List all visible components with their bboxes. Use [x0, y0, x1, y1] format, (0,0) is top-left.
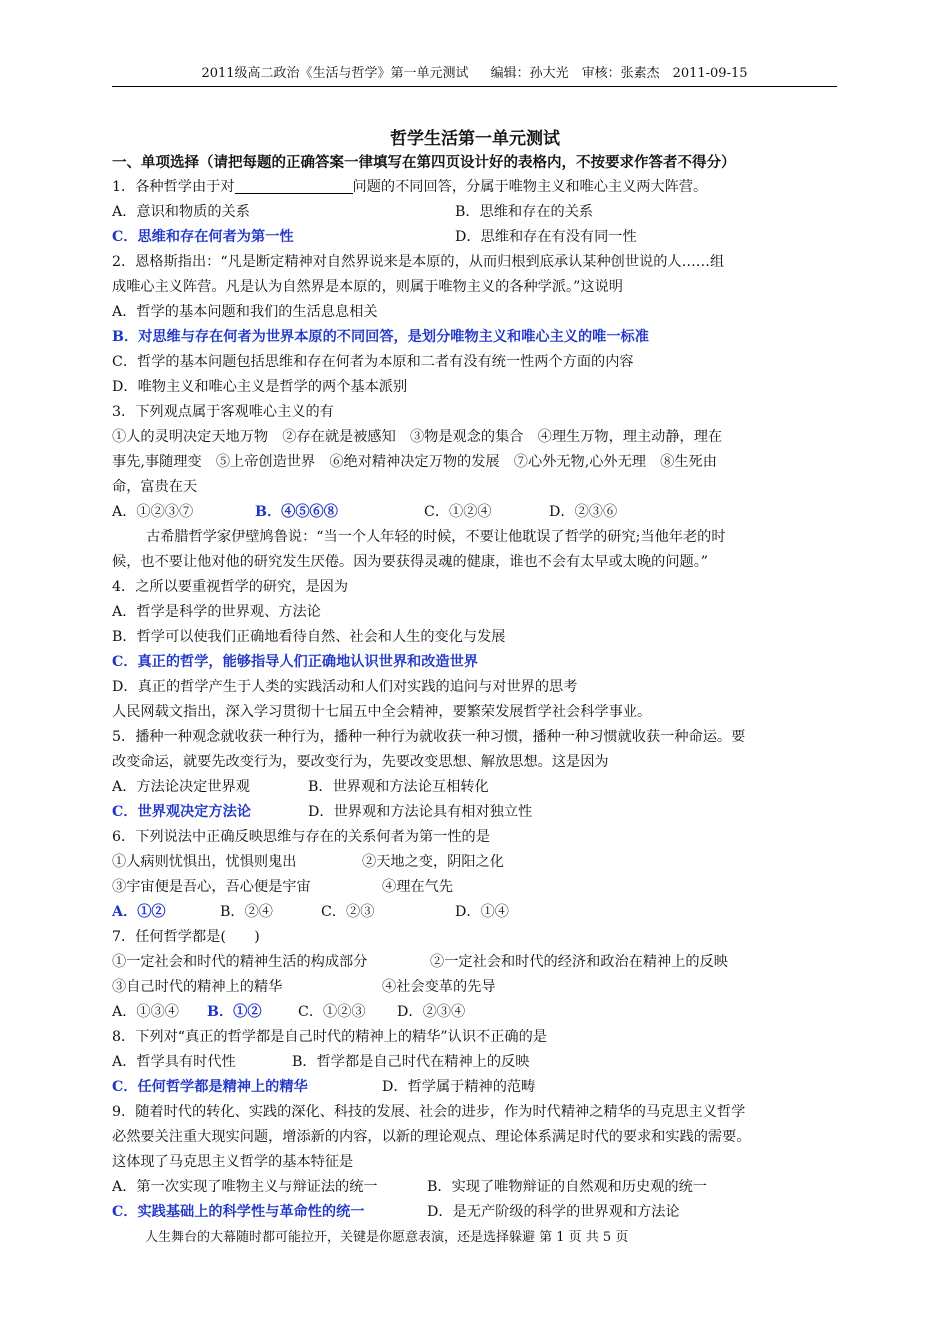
- q2-option-a: A．哲学的基本问题和我们的生活息息相关: [112, 304, 378, 320]
- q5-stem-line1: 5．播种一种观念就收获一种行为，播种一种行为就收获一种习惯，播种一种习惯就收获一种命运。要: [112, 729, 746, 745]
- q7-stem: 7．任何哲学都是( ): [112, 929, 260, 945]
- q6-options: [112, 900, 852, 925]
- q8-option-c-answer: C．任何哲学都是精神上的精华: [112, 1079, 308, 1095]
- q6-items-row1: [112, 850, 852, 875]
- q7-item-4: ④社会变革的先导: [382, 979, 496, 995]
- q5-option-a: A．方法论决定世界观: [112, 779, 250, 795]
- q9-stem-line1: 9．随着时代的转化、实践的深化、科技的发展、社会的进步，作为时代精神之精华的马克思主义哲学: [112, 1104, 746, 1120]
- q4-option-c-answer: C．真正的哲学，能够指导人们正确地认识世界和改造世界: [112, 654, 478, 670]
- q1-option-a: A．意识和物质的关系: [112, 204, 250, 220]
- q5-option-b: B．世界观和方法论互相转化: [308, 779, 489, 795]
- q5-option-d: D．世界观和方法论具有相对独立性: [308, 804, 533, 820]
- q2-option-d: D．唯物主义和唯心主义是哲学的两个基本派别: [112, 379, 408, 395]
- q3-option-a: A．①②③⑦: [112, 504, 194, 520]
- q3-option-c: C．①②④: [424, 504, 492, 520]
- q9-row1: [112, 1175, 852, 1200]
- section-heading: 一、单项选择（请把每题的正确答案一律填写在第四页设计好的表格内，不按要求作答者不得分）: [112, 154, 736, 171]
- q7-option-b-answer: B．①②: [207, 1004, 262, 1020]
- header-left: 2011级高二政治《生活与哲学》第一单元测试: [201, 66, 469, 81]
- q6-item-3: ③宇宙便是吾心，吾心便是宇宙: [112, 879, 311, 895]
- q6-item-4: ④理在气先: [382, 879, 453, 895]
- q3-items-line3: 命，富贵在天: [112, 479, 198, 495]
- page-title: 哲学生活第一单元测试: [390, 129, 560, 149]
- q2-option-b-answer: B．对思维与存在何者为世界本原的不同回答，是划分唯物主义和唯心主义的唯一标准: [112, 329, 649, 345]
- q2-option-c: C．哲学的基本问题包括思维和存在何者为本原和二者有没有统一性两个方面的内容: [112, 354, 634, 370]
- q7-item-1: ①一定社会和时代的精神生活的构成部分: [112, 954, 368, 970]
- q1-stem: 1．各种哲学由于对 问题的不同回答，分属于唯物主义和唯心主义两大阵营。: [112, 179, 708, 195]
- q7-item-3: ③自己时代的精神上的精华: [112, 979, 283, 995]
- passage-line2: 候，也不要让他对他的研究发生厌倦。因为要获得灵魂的健康，谁也不会有太早或太晚的问题。”: [112, 554, 709, 570]
- q8-option-d: D．哲学属于精神的范畴: [382, 1079, 536, 1095]
- q3-items-line2: 事先,事随理变 ⑤上帝创造世界 ⑥绝对精神决定万物的发展 ⑦心外无物,心外无理 ⑧生死由: [112, 454, 717, 470]
- q3-option-b-answer: B．④⑤⑥⑧: [255, 504, 338, 520]
- q9-option-b: B．实现了唯物辩证的自然观和历史观的统一: [427, 1179, 707, 1195]
- q3-stem: 3．下列观点属于客观唯心主义的有: [112, 404, 334, 420]
- q8-row2: [112, 1075, 852, 1100]
- q1-row1: [112, 200, 852, 225]
- q4-option-b: B．哲学可以使我们正确地看待自然、社会和人生的变化与发展: [112, 629, 506, 645]
- q3-options: [112, 500, 852, 525]
- q6-option-d: D．①④: [455, 904, 509, 920]
- q9-option-d: D．是无产阶级的科学的世界观和方法论: [427, 1204, 680, 1220]
- passage-line1: 古希腊哲学家伊壁鸠鲁说：“当一个人年轻的时候，不要让他耽误了哲学的研究;当他年老的时: [146, 529, 726, 545]
- q6-option-b: B．②④: [220, 904, 273, 920]
- q1-option-b: B．思维和存在的关系: [455, 204, 594, 220]
- q1-row2: [112, 225, 852, 250]
- q7-option-d: D．②③④: [397, 1004, 466, 1020]
- q5-row2: [112, 800, 852, 825]
- q5-stem-line2: 改变命运，就要先改变行为，要改变行为，先要改变思想、解放思想。这是因为: [112, 754, 609, 770]
- q8-row1: [112, 1050, 852, 1075]
- q2-stem-line2: 成唯心主义阵营。凡是认为自然界是本原的，则属于唯物主义的各种学派。”这说明: [112, 279, 623, 295]
- q3-option-d: D．②③⑥: [549, 504, 618, 520]
- q7-options: [112, 1000, 852, 1025]
- q4-stem: 4．之所以要重视哲学的研究，是因为: [112, 579, 349, 595]
- q6-stem: 6．下列说法中正确反映思维与存在的关系何者为第一性的是: [112, 829, 490, 845]
- q1-option-d: D．思维和存在有没有同一性: [455, 229, 637, 245]
- page-header: [112, 64, 837, 87]
- q6-option-c: C．②③: [321, 904, 375, 920]
- q4-option-a: A．哲学是科学的世界观、方法论: [112, 604, 321, 620]
- q8-option-b: B．哲学都是自己时代在精神上的反映: [292, 1054, 530, 1070]
- q5-option-c-answer: C．世界观决定方法论: [112, 804, 251, 820]
- q7-option-a: A．①③④: [112, 1004, 179, 1020]
- q6-items-row2: [112, 875, 852, 900]
- q1-blank: [235, 177, 353, 194]
- q9-option-c-answer: C．实践基础上的科学性与革命性的统一: [112, 1204, 365, 1220]
- q9-row2: [112, 1200, 852, 1225]
- q3-items-line1: ①人的灵明决定天地万物 ②存在就是被感知 ③物是观念的集合 ④理生万物，理主动静，理在: [112, 429, 723, 445]
- page-footer: 人生舞台的大幕随时都可能拉开，关键是你愿意表演，还是选择躲避 第 1 页 共 5 页: [145, 1230, 629, 1245]
- q7-item-2: ②一定社会和时代的经济和政治在精神上的反映: [430, 954, 728, 970]
- q7-items-row2: [112, 975, 852, 1000]
- header-right: 编辑：孙大光 审核：张素杰 2011-09-15: [490, 66, 748, 81]
- q6-item-2: ②天地之变，阴阳之化: [362, 854, 504, 870]
- q9-option-a: A．第一次实现了唯物主义与辩证法的统一: [112, 1179, 378, 1195]
- q4-option-d: D．真正的哲学产生于人类的实践活动和人们对实践的追问与对世界的思考: [112, 679, 578, 695]
- question-content: [112, 150, 852, 1225]
- q7-option-c: C．①②③: [298, 1004, 366, 1020]
- q1-option-c-answer: C．思维和存在何者为第一性: [112, 229, 294, 245]
- q2-stem-line1: 2．恩格斯指出：“凡是断定精神对自然界说来是本原的，从而归根到底承认某种创世说的人……组: [112, 254, 725, 270]
- q5-row1: [112, 775, 852, 800]
- q9-stem-line2: 必然要关注重大现实问题，增添新的内容，以新的理论观点、理论体系满足时代的要求和实践的需要。: [112, 1129, 751, 1145]
- q9-stem-line3: 这体现了马克思主义哲学的基本特征是: [112, 1154, 354, 1170]
- q7-items-row1: [112, 950, 852, 975]
- q6-item-1: ①人病则忧惧出，忧惧则鬼出: [112, 854, 297, 870]
- q6-option-a-answer: A．①②: [112, 904, 166, 920]
- news-note: 人民网载文指出，深入学习贯彻十七届五中全会精神，要繁荣发展哲学社会科学事业。: [112, 704, 652, 720]
- q8-stem: 8．下列对“真正的哲学都是自己时代的精神上的精华”认识不正确的是: [112, 1029, 547, 1045]
- q8-option-a: A．哲学具有时代性: [112, 1054, 236, 1070]
